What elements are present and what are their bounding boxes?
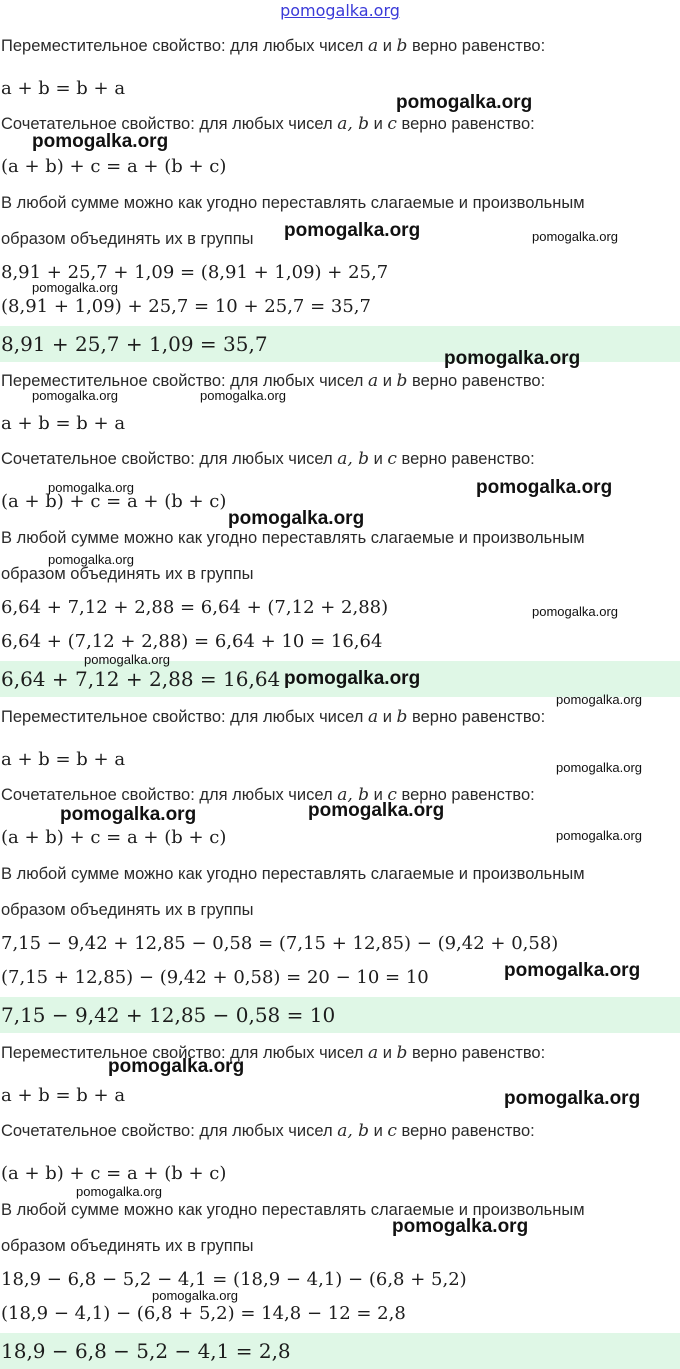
watermark-text: pomogalka.org bbox=[444, 348, 581, 369]
watermark-text: pomogalka.org bbox=[76, 1184, 162, 1199]
watermark-text: pomogalka.org bbox=[476, 477, 613, 498]
watermark-text: pomogalka.org bbox=[504, 1088, 641, 1109]
watermark-text: pomogalka.org bbox=[556, 692, 642, 707]
associative-property-text: Сочетательное свойство: для любых чисел a, b и c верно равенство: bbox=[1, 1121, 535, 1141]
commutative-property-text: Переместительное свойство: для любых чисел a и b верно равенство: bbox=[1, 707, 546, 727]
rule-text-line-2: образом объединять их в группы bbox=[1, 230, 254, 248]
commutative-formula: a + b = b + a bbox=[1, 1085, 126, 1106]
watermark-text: pomogalka.org bbox=[556, 760, 642, 775]
rule-text-line-1: В любой сумме можно как угодно переставлять слагаемые и произвольным bbox=[1, 194, 585, 212]
associative-property-text: Сочетательное свойство: для любых чисел a, b и c верно равенство: bbox=[1, 785, 535, 805]
watermark-text: pomogalka.org bbox=[200, 388, 286, 403]
answer-highlight: 6,64 + 7,12 + 2,88 = 16,64 bbox=[0, 661, 680, 697]
watermark-text: pomogalka.org bbox=[284, 668, 421, 689]
watermark-text: pomogalka.org bbox=[532, 229, 618, 244]
associative-property-text: Сочетательное свойство: для любых чисел a, b и c верно равенство: bbox=[1, 449, 535, 469]
rule-text-line-2: образом объединять их в группы bbox=[1, 1237, 254, 1255]
commutative-property-text: Переместительное свойство: для любых чисел a и b верно равенство: bbox=[1, 371, 546, 391]
rule-text-line-2: образом объединять их в группы bbox=[1, 565, 254, 583]
watermark-text: pomogalka.org bbox=[284, 220, 421, 241]
watermark-text: pomogalka.org bbox=[532, 604, 618, 619]
watermark-text: pomogalka.org bbox=[108, 1056, 245, 1077]
rule-text-line-2: образом объединять их в группы bbox=[1, 901, 254, 919]
rule-text-line-1: В любой сумме можно как угодно переставлять слагаемые и произвольным bbox=[1, 529, 585, 547]
commutative-formula: a + b = b + a bbox=[1, 749, 126, 770]
answer-highlight: 8,91 + 25,7 + 1,09 = 35,7 bbox=[0, 326, 680, 362]
associative-formula: (a + b) + c = a + (b + c) bbox=[1, 156, 227, 177]
watermark-text: pomogalka.org bbox=[48, 480, 134, 495]
solution-step-2: (18,9 − 4,1) − (6,8 + 5,2) = 14,8 − 12 = 2,8 bbox=[1, 1303, 406, 1324]
watermark-text: pomogalka.org bbox=[152, 1288, 238, 1303]
associative-formula: (a + b) + c = a + (b + c) bbox=[1, 1163, 227, 1184]
answer-highlight: 18,9 − 6,8 − 5,2 − 4,1 = 2,8 bbox=[0, 1333, 680, 1369]
solution-step-2: 6,64 + (7,12 + 2,88) = 6,64 + 10 = 16,64 bbox=[1, 631, 383, 652]
rule-text-line-1: В любой сумме можно как угодно переставлять слагаемые и произвольным bbox=[1, 1201, 585, 1219]
watermark-text: pomogalka.org bbox=[228, 508, 365, 529]
watermark-text: pomogalka.org bbox=[504, 960, 641, 981]
solution-step-1: 18,9 − 6,8 − 5,2 − 4,1 = (18,9 − 4,1) − (6,8 + 5,2) bbox=[1, 1269, 467, 1290]
commutative-formula: a + b = b + a bbox=[1, 78, 126, 99]
commutative-formula: a + b = b + a bbox=[1, 413, 126, 434]
watermark-text: pomogalka.org bbox=[392, 1216, 529, 1237]
watermark-text: pomogalka.org bbox=[32, 131, 169, 152]
associative-formula: (a + b) + c = a + (b + c) bbox=[1, 827, 227, 848]
associative-formula: (a + b) + c = a + (b + c) bbox=[1, 491, 227, 512]
commutative-property-text: Переместительное свойство: для любых чисел a и b верно равенство: bbox=[1, 1043, 546, 1063]
watermark-text: pomogalka.org bbox=[84, 652, 170, 667]
commutative-property-text: Переместительное свойство: для любых чисел a и b верно равенство: bbox=[1, 36, 546, 56]
solution-step-1: 7,15 − 9,42 + 12,85 − 0,58 = (7,15 + 12,85) − (9,42 + 0,58) bbox=[1, 933, 559, 954]
watermark-text: pomogalka.org bbox=[556, 828, 642, 843]
solution-step-2: (7,15 + 12,85) − (9,42 + 0,58) = 20 − 10 = 10 bbox=[1, 967, 429, 988]
solution-step-1: 8,91 + 25,7 + 1,09 = (8,91 + 1,09) + 25,7 bbox=[1, 262, 389, 283]
solution-step-2: (8,91 + 1,09) + 25,7 = 10 + 25,7 = 35,7 bbox=[1, 296, 371, 317]
solution-step-1: 6,64 + 7,12 + 2,88 = 6,64 + (7,12 + 2,88) bbox=[1, 597, 389, 618]
watermark-text: pomogalka.org bbox=[32, 280, 118, 295]
rule-text-line-1: В любой сумме можно как угодно переставлять слагаемые и произвольным bbox=[1, 865, 585, 883]
watermark-text: pomogalka.org bbox=[60, 804, 197, 825]
watermark-text: pomogalka.org bbox=[308, 800, 445, 821]
watermark-text: pomogalka.org bbox=[32, 388, 118, 403]
answer-highlight: 7,15 − 9,42 + 12,85 − 0,58 = 10 bbox=[0, 997, 680, 1033]
watermark-text: pomogalka.org bbox=[396, 92, 533, 113]
associative-property-text: Сочетательное свойство: для любых чисел a, b и c верно равенство: bbox=[1, 114, 535, 134]
site-header-link[interactable]: pomogalka.org bbox=[280, 1, 400, 20]
watermark-text: pomogalka.org bbox=[48, 552, 134, 567]
